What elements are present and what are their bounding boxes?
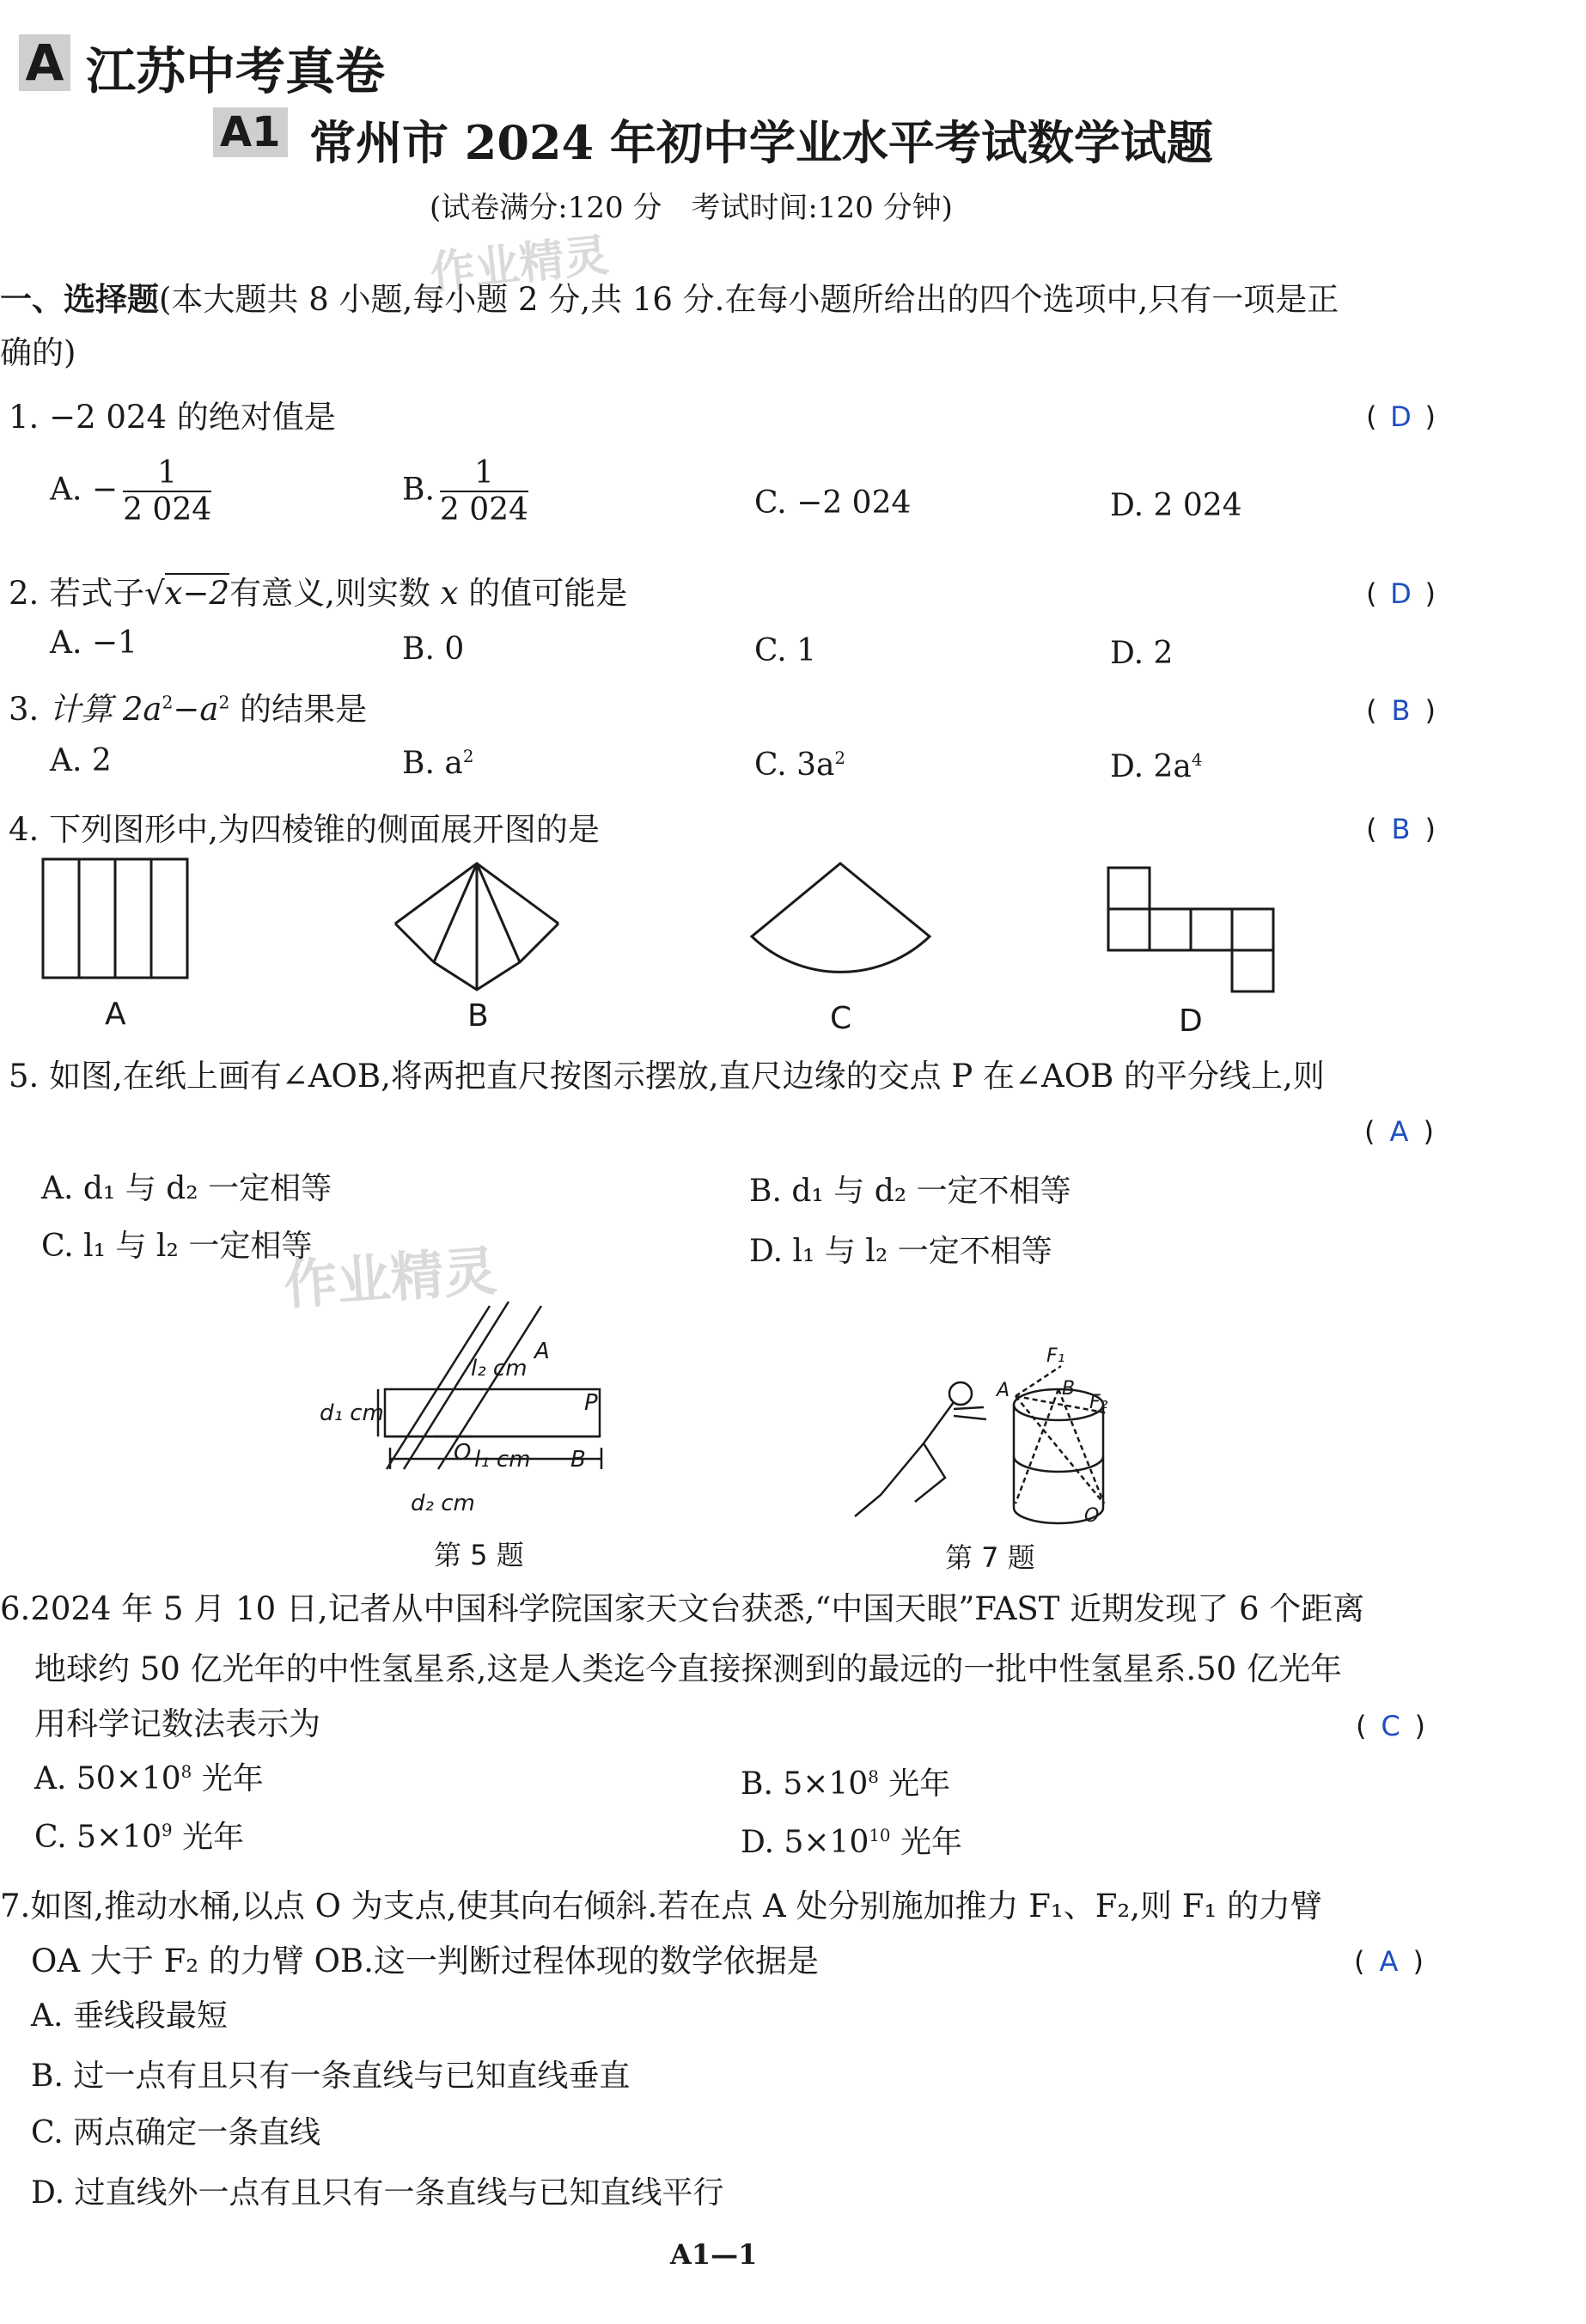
page-number: A1—1 xyxy=(670,2238,758,2271)
q1-num: 1. xyxy=(9,399,40,436)
q2-var: x xyxy=(440,575,459,612)
q4-figure-d xyxy=(1108,868,1273,991)
section-title: 江苏中考真卷 xyxy=(86,42,386,101)
fig5-label-d1: d₁ cm xyxy=(320,1400,384,1426)
q1-answer: ( D ) xyxy=(1366,400,1436,433)
q2-num: 2. xyxy=(9,575,40,612)
q1-stem-text: −2 024 的绝对值是 xyxy=(49,399,336,436)
fig5-label-o: O xyxy=(454,1440,472,1466)
q3-stem-post: 的结果是 xyxy=(229,691,368,728)
q4-figure-b xyxy=(395,863,558,990)
q4-stem-text: 下列图形中,为四棱锥的侧面展开图的是 xyxy=(49,811,600,848)
part1-heading xyxy=(0,273,1339,320)
q6-line3: 用科学记数法表示为 xyxy=(34,1705,320,1742)
q2-stem-post: 有意义,则实数 xyxy=(229,575,430,612)
watermark: 作业精灵 xyxy=(428,229,612,300)
q4-stem xyxy=(9,803,600,850)
paper-badge: A1 xyxy=(213,107,288,157)
q1-option-b xyxy=(402,455,528,528)
q5-stem xyxy=(9,1050,1325,1096)
q5-num: 5. xyxy=(9,1058,40,1095)
q1-a-sign: − xyxy=(91,472,119,508)
q6-option-c: C. $5\times 10^9$ 光年 xyxy=(34,1820,245,1855)
q6-line1-text: 2024 年 5 月 10 日,记者从中国科学院国家天文台获悉,“中国天眼”FAST 近期发现了 6 个距离 xyxy=(30,1590,1365,1627)
fig5-label-b: B xyxy=(570,1447,586,1473)
q2-radicand: x−2 xyxy=(164,575,230,612)
q1-option-d: D. 2 024 xyxy=(1110,488,1242,523)
q1-b-fraction: $\frac{1}{2 024}$ xyxy=(439,455,528,528)
fig5-label-d2: d₂ cm xyxy=(411,1491,475,1516)
q1-stem xyxy=(9,391,336,437)
q4-num: 4. xyxy=(9,811,40,848)
q3-answer: ( B ) xyxy=(1366,694,1436,727)
fig7-label-o: O xyxy=(1084,1505,1100,1527)
q5-stem-text: 如图,在纸上画有∠AOB,将两把直尺按图示摆放,直尺边缘的交点 P 在∠AOB 的平分线上,则 xyxy=(49,1058,1325,1095)
q4-figures xyxy=(0,851,1586,1048)
q5-option-d: D. l₁ 与 l₂ 一定不相等 xyxy=(749,1234,1052,1269)
q7-line2: OA 大于 F₂ 的力臂 OB.这一判断过程体现的数学依据是 xyxy=(31,1943,819,1979)
q1-a-fraction: $\frac{1}{2 024}$ xyxy=(123,455,212,528)
q7-option-b: B. 过一点有且只有一条直线与已知直线垂直 xyxy=(31,2059,631,2094)
q3-option-d: D. $2a^4$ xyxy=(1110,749,1203,784)
q7-option-a: A. 垂线段最短 xyxy=(31,1998,228,2034)
q3-stem-pre: 计算 2a xyxy=(49,691,162,728)
q2-option-a: A. −1 xyxy=(50,625,137,661)
q4-label-b: B xyxy=(467,998,489,1034)
q1-b-label: B. xyxy=(402,472,435,508)
q2-option-c: C. 1 xyxy=(754,633,817,668)
fig7-label-b: B xyxy=(1062,1378,1076,1400)
q1-a-label: A. xyxy=(50,472,82,508)
q3-stem-mid: −a xyxy=(173,691,219,728)
watermark-2: 作业精灵 xyxy=(282,1239,499,1317)
q2-answer: ( D ) xyxy=(1366,577,1436,610)
q4-figure-a xyxy=(43,859,187,978)
q6-option-d: D. $5\times 10^{10}$ 光年 xyxy=(741,1825,962,1860)
q4-label-d: D xyxy=(1179,1003,1203,1039)
q6-answer: ( C ) xyxy=(1356,1710,1425,1742)
fig5-caption: 第 5 题 xyxy=(434,1539,524,1571)
q2-stem-pre: 若式子 xyxy=(49,575,145,612)
q3-option-c: C. $3a^2$ xyxy=(754,747,846,783)
q1-option-c: C. −2 024 xyxy=(754,485,912,521)
figure-5 xyxy=(309,1272,670,1521)
fig7-label-f2: F₂ xyxy=(1089,1392,1108,1413)
q4-answer: ( B ) xyxy=(1366,813,1436,845)
fig7-label-f1: F₁ xyxy=(1046,1345,1065,1367)
q3-option-b: B. $a^2$ xyxy=(402,746,474,781)
q2-stem-end: 的值可能是 xyxy=(468,575,628,612)
q3-option-a: A. 2 xyxy=(50,743,112,778)
q6-line1 xyxy=(0,1583,1364,1629)
q4-figure-c xyxy=(752,863,930,972)
q3-stem: 3. 计算 $2a^2-a^2$ 的结果是 xyxy=(9,691,368,728)
q5-option-b: B. d₁ 与 d₂ 一定不相等 xyxy=(749,1174,1071,1209)
q2-stem xyxy=(9,567,627,613)
q7-line1 xyxy=(0,1880,1322,1926)
q5-option-c: C. l₁ 与 l₂ 一定相等 xyxy=(41,1229,313,1264)
fig5-label-l1: l₁ cm xyxy=(474,1447,531,1473)
paper-subtitle: (试卷满分:120 分 考试时间:120 分钟) xyxy=(430,191,953,225)
q5-option-a: A. d₁ 与 d₂ 一定相等 xyxy=(41,1171,332,1206)
q2-option-b: B. 0 xyxy=(402,631,465,667)
fig7-label-a: A xyxy=(997,1380,1010,1401)
section-badge: A xyxy=(19,34,70,91)
fig7-caption: 第 7 题 xyxy=(945,1541,1035,1574)
q7-option-d: D. 过直线外一点有且只有一条直线与已知直线平行 xyxy=(31,2175,724,2211)
q1-option-a xyxy=(50,455,211,528)
fig5-label-l2: l₂ cm xyxy=(471,1356,528,1382)
part1-title: 一、选择题 xyxy=(0,281,159,318)
fig5-label-a: A xyxy=(534,1339,550,1364)
q6-line2: 地球约 50 亿光年的中性氢星系,这是人类迄今直接探测到的最远的一批中性氢星系.50 亿光年 xyxy=(34,1650,1342,1687)
q6-num: 6. xyxy=(0,1590,31,1627)
q4-label-a: A xyxy=(105,997,126,1032)
q2-option-d: D. 2 xyxy=(1110,636,1174,671)
q7-answer: ( A ) xyxy=(1354,1945,1424,1978)
paper-title: 常州市 2024 年初中学业水平考试数学试题 xyxy=(309,115,1213,170)
q3-num: 3. xyxy=(9,691,40,728)
q4-label-c: C xyxy=(830,1001,852,1036)
q7-option-c: C. 两点确定一条直线 xyxy=(31,2115,321,2150)
part1-desc: (本大题共 8 小题,每小题 2 分,共 16 分.在每小题所给出的四个选项中,只有一项是正 xyxy=(159,281,1339,318)
fig5-label-p: P xyxy=(584,1390,598,1416)
sqrt-sign: √ xyxy=(144,575,165,612)
q7-line1-text: 如图,推动水桶,以点 O 为支点,使其向右倾斜.若在点 A 处分别施加推力 F₁、F₂,则 F₁ 的力臂 xyxy=(30,1888,1323,1924)
q6-option-a: A. $50\times 10^8$ 光年 xyxy=(34,1761,264,1796)
q5-answer: ( A ) xyxy=(1364,1115,1434,1148)
q7-num: 7. xyxy=(0,1888,31,1924)
part1-desc-line2: 确的) xyxy=(0,334,76,371)
q6-option-b: B. $5\times 10^8$ 光年 xyxy=(741,1766,951,1802)
